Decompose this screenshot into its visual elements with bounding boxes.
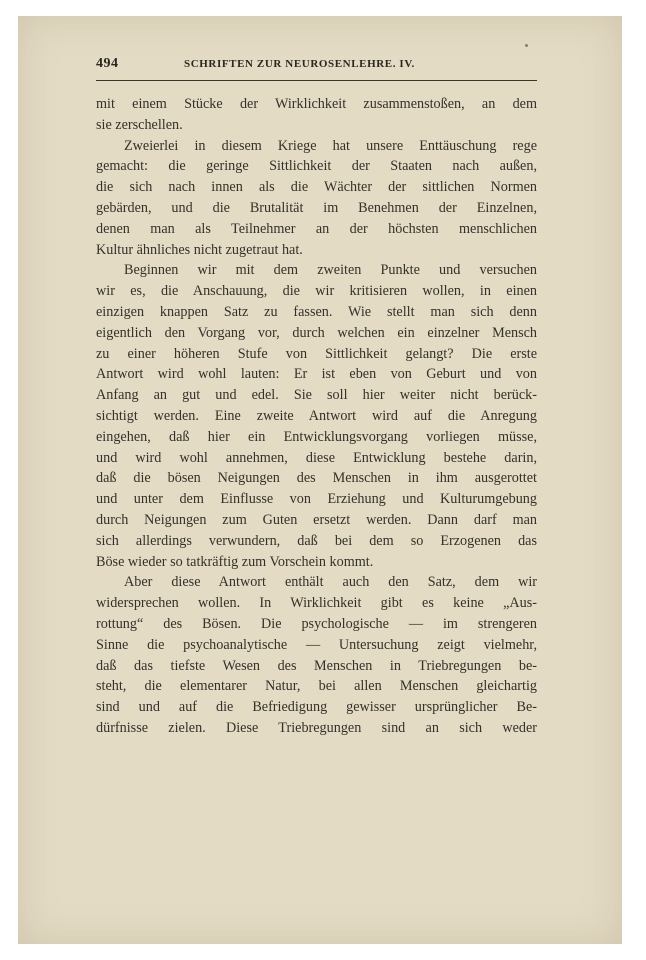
paper-speck: [525, 44, 528, 47]
text-line: daß das tiefste Wesen des Menschen in Triebregungen be-: [96, 657, 537, 674]
text-line: wir es, die Anschauung, die wir kritisieren wollen, in einen: [96, 283, 537, 300]
text-line: Kultur ähnliches nicht zugetraut hat.: [96, 241, 303, 258]
text-line: gebärden, und die Brutalität im Benehmen der Einzelnen,: [96, 199, 537, 216]
text-line: sind und auf die Befriedigung gewisser ursprünglicher Be-: [96, 699, 537, 716]
text-line: sich allerdings verwundern, daß bei dem so Erzogenen das: [96, 532, 537, 549]
text-line: rottung“ des Bösen. Die psychologische — im strengeren: [96, 615, 537, 632]
text-line: einzigen knappen Satz zu fassen. Wie stellt man sich denn: [96, 303, 537, 320]
text-line: Aber diese Antwort enthält auch den Satz, dem wir: [124, 574, 537, 591]
text-line: widersprechen wollen. In Wirklichkeit gibt es keine „Aus-: [96, 595, 537, 612]
text-line: daß die bösen Neigungen des Menschen in ihm ausgerottet: [96, 470, 537, 487]
text-line: steht, die elementarer Natur, bei allen Menschen gleichartig: [96, 678, 537, 695]
text-line: Sinne die psychoanalytische — Untersuchung zeigt vielmehr,: [96, 636, 537, 653]
text-line: und wird wohl annehmen, diese Entwicklung bestehe darin,: [96, 449, 537, 466]
text-line: sie zerschellen.: [96, 116, 183, 133]
running-title: SCHRIFTEN ZUR NEUROSENLEHRE. IV.: [184, 58, 415, 70]
text-line: dürfnisse zielen. Diese Triebregungen sind an sich weder: [96, 719, 537, 736]
text-line: mit einem Stücke der Wirklichkeit zusammenstoßen, an dem: [96, 96, 537, 112]
text-line: zu einer höheren Stufe von Sittlichkeit gelangt? Die erste: [96, 345, 537, 362]
text-line: eigentlich den Vorgang vor, durch welchen ein einzelner Mensch: [96, 324, 537, 341]
text-line: Böse wieder so tatkräftig zum Vorschein kommt.: [96, 553, 374, 570]
page-number: 494: [96, 56, 119, 71]
text-line: Antwort wird wohl lauten: Er ist eben von Geburt und von: [96, 366, 537, 383]
text-line: eingehen, daß hier ein Entwicklungsvorgang vorliegen müsse,: [96, 428, 537, 445]
text-line: Zweierlei in diesem Kriege hat unsere Enttäuschung rege: [124, 137, 537, 154]
text-line: Anfang an gut und edel. Sie soll hier weiter nicht berück-: [96, 387, 537, 404]
body-text: [96, 94, 537, 739]
header-rule: [96, 80, 537, 81]
text-line: und unter dem Einflusse von Erziehung und Kulturumgebung: [96, 491, 537, 508]
text-line: Beginnen wir mit dem zweiten Punkte und versuchen: [124, 262, 537, 279]
page-header: [96, 56, 536, 78]
text-line: gemacht: die geringe Sittlichkeit der Staaten nach außen,: [96, 158, 537, 175]
text-line: denen man als Teilnehmer an der höchsten menschlichen: [96, 220, 537, 237]
text-line: die sich nach innen als die Wächter der sittlichen Normen: [96, 179, 537, 196]
text-line: durch Neigungen zum Guten ersetzt werden. Dann darf man: [96, 511, 537, 528]
text-line: sichtigt werden. Eine zweite Antwort wird auf die Anregung: [96, 407, 537, 424]
